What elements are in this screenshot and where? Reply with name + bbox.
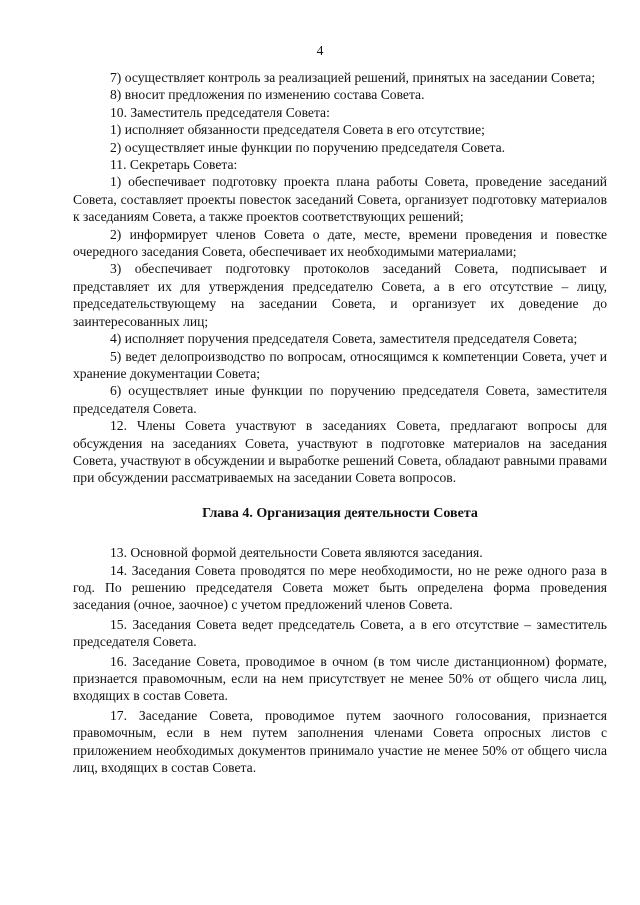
page-number: 4 <box>316 43 324 58</box>
paragraph-clause-11-item-2: 2) информирует членов Совета о дате, месте, времени проведения и повестке очередного заседания Совета, обеспечивает их необходимыми материалами; <box>73 226 607 260</box>
paragraph-clause-10-item-1: 1) исполняет обязанности председателя Совета в его отсутствие; <box>110 122 485 138</box>
paragraph-clause-13: 13. Основной формой деятельности Совета являются заседания. <box>110 545 483 561</box>
paragraph-clause-16: 16. Заседание Совета, проводимое в очном (в том числе дистанционном) формате, признается правомочным, если на нем присутствует не менее 50% от общего числа лиц, входящих в состав Совета. <box>73 653 607 704</box>
paragraph-clause-12: 12. Члены Совета участвуют в заседаниях Совета, предлагают вопросы для обсуждения на заседаниях Совета, участвуют в подготовке материалов на заседания Совета, участвуют в обсуждении и выработке решений Совета, обладают равными правами при обсуждении рассматриваемых на заседании Совета вопросов. <box>73 418 607 486</box>
paragraph-clause-11-item-1: 1) обеспечивает подготовку проекта плана работы Совета, проведение заседаний Совета, составляет проекты повесток заседаний Совета, организует подготовку материалов к заседаниям Совета, а также проектов соответствующих решений; <box>73 174 607 225</box>
paragraph-clause-17: 17. Заседание Совета, проводимое путем заочного голосования, признается правомочным, если в нем путем заполнения членами Совета опросных листов с приложением необходимых документов принимало участие не менее 50% от общего числа лиц, входящих в состав Совета. <box>73 707 607 776</box>
paragraph-clause-14: 14. Заседания Совета проводятся по мере необходимости, но не реже одного раза в год. По решению председателя Совета может быть определена форма проведения заседания (очное, заочное) с учетом предложений членов Совета. <box>73 562 607 613</box>
paragraph-clause-10: 10. Заместитель председателя Совета: <box>110 104 330 120</box>
paragraph-clause-10-item-2: 2) осуществляет иные функции по поручению председателя Совета. <box>110 139 506 155</box>
paragraph-clause-11-item-4: 4) исполняет поручения председателя Совета, заместителя председателя Совета; <box>110 331 578 347</box>
paragraph-clause-15: 15. Заседания Совета ведет председатель Совета, а в его отсутствие – заместитель председателя Совета. <box>73 616 607 650</box>
paragraph-clause-11-item-6: 6) осуществляет иные функции по поручению председателя Совета, заместителя председателя Совета. <box>73 383 607 416</box>
paragraph-item-8: 8) вносит предложения по изменению состава Совета. <box>110 87 425 103</box>
paragraph-item-7: 7) осуществляет контроль за реализацией решений, принятых на заседании Совета; <box>110 70 596 85</box>
chapter-heading: Глава 4. Организация деятельности Совета <box>202 505 478 521</box>
paragraph-clause-11-item-3: 3) обеспечивает подготовку протоколов заседаний Совета, подписывает и представляет их для утверждения председателю Совета, а в его отсутствие – лицу, председательствующему на заседании Совета, и организует их доведение до заинтересованных лиц; <box>73 261 607 329</box>
paragraph-clause-11-item-5: 5) ведет делопроизводство по вопросам, относящимся к компетенции Совета, учет и хранение документации Совета; <box>73 348 607 381</box>
document-body <box>73 69 607 776</box>
paragraph-clause-11: 11. Секретарь Совета: <box>110 157 238 173</box>
